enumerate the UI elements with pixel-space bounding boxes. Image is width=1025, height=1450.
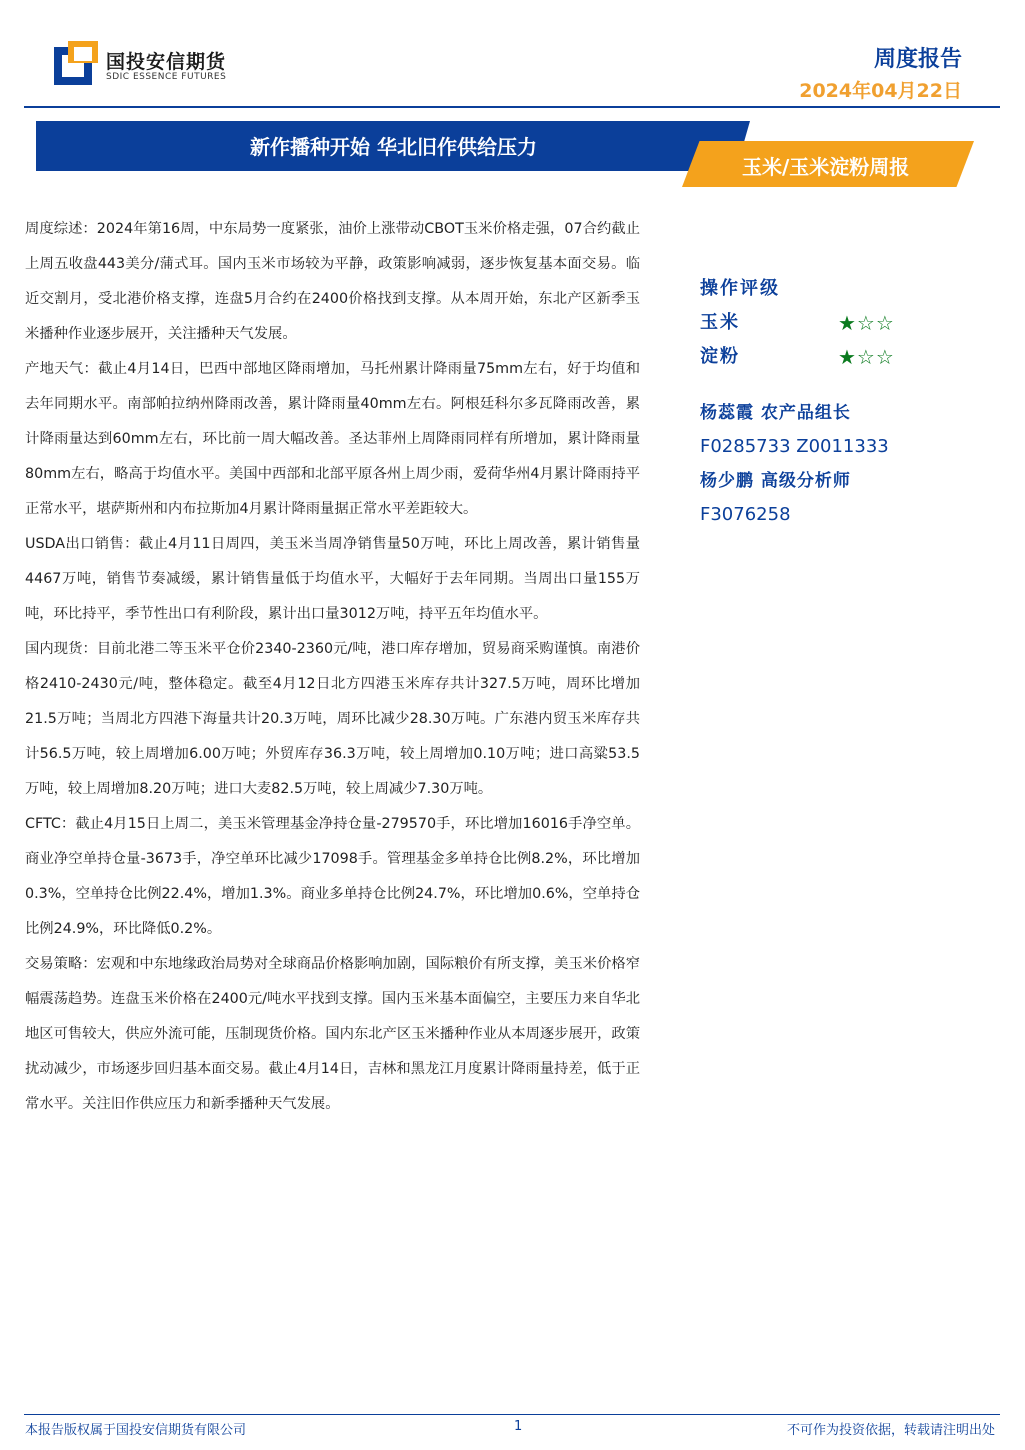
paragraph-cftc: CFTC：截止4月15日上周二，美玉米管理基金净持仓量-279570手，环比增加16016手净空单。商业净空单持仓量-3673手，净空单环比减少17098手。管理基金多单持仓比例8.2%，环比增加0.3%，空单持仓比例22.4%，增加1.3%。商业多单持仓比例24.7%，环比增加0.6%，空单持仓比例24.9%，环比降低0.2%。 bbox=[25, 816, 640, 937]
header-divider bbox=[24, 106, 1000, 108]
analyst-license: F3076258 bbox=[700, 504, 791, 525]
logo-mark-icon bbox=[54, 41, 98, 85]
footer-divider bbox=[24, 1414, 1000, 1415]
logo-company-name: 国投安信期货 bbox=[106, 51, 227, 73]
rating-row-corn bbox=[700, 306, 980, 340]
footer-disclaimer: 不可作为投资依据，转载请注明出处 bbox=[786, 1423, 995, 1438]
paragraph-domestic-spot: 国内现货：目前北港二等玉米平仓价2340-2360元/吨，港口库存增加，贸易商采购谨慎。南港价格2410-2430元/吨，整体稳定。截至4月12日北方四港玉米库存共计327.5万吨，周环比增加21.5万吨；当周北方四港下海量共计20.3万吨，周环比减少28.30万吨。广东港内贸玉米库存共计56.5万吨，较上周增加6.00万吨；外贸库存36.3万吨，较上周增加0.10万吨；进口高粱53.5万吨，较上周增加8.20万吨；进口大麦82.5万吨，较上周减少7.30万吨。 bbox=[25, 641, 640, 797]
footer-copyright: 本报告版权属于国投安信期货有限公司 bbox=[25, 1423, 247, 1438]
paragraph-trading-strategy: 交易策略：宏观和中东地缘政治局势对全球商品价格影响加剧，国际粮价有所支撑，美玉米价格窄幅震荡趋势。连盘玉米价格在2400元/吨水平找到支撑。国内玉米基本面偏空，主要压力来自华北地区可售较大，供应外流可能，压制现货价格。国内东北产区玉米播种作业从本周逐步展开，政策扰动减少，市场逐步回归基本面交易。截止4月14日，吉林和黑龙江月度累计降雨量持差，低于正常水平。关注旧作供应压力和新季播种天气发展。 bbox=[25, 956, 640, 1112]
analyst-list bbox=[700, 396, 980, 532]
paragraph-weather: 产地天气：截止4月14日，巴西中部地区降雨增加，马托州累计降雨量75mm左右，好于均值和去年同期水平。南部帕拉纳州降雨改善，累计降雨量40mm左右。阿根廷科尔多瓦降雨改善，累计降雨量达到60mm左右，环比前一周大幅改善。圣达菲州上周降雨同样有所增加，累计降雨量80mm左右，略高于均值水平。美国中西部和北部平原各州上周少雨，爱荷华州4月累计降雨持平正常水平，堪萨斯州和内布拉斯加4月累计降雨量据正常水平差距较大。 bbox=[25, 361, 640, 517]
rating-label: 淀粉 bbox=[700, 346, 740, 367]
company-logo bbox=[54, 41, 244, 89]
rating-row-starch bbox=[700, 340, 980, 374]
paragraph-weekly-summary: 周度综述：2024年第16周，中东局势一度紧张，油价上涨带动CBOT玉米价格走强，07合约截止上周五收盘443美分/蒲式耳。国内玉米市场较为平静，政策影响减弱，逐步恢复基本面交易。临近交割月，受北港价格支撑，连盘5月合约在2400价格找到支撑。从本周开始，东北产区新季玉米播种作业逐步展开，关注播种天气发展。 bbox=[25, 221, 640, 342]
report-body bbox=[25, 212, 640, 1122]
report-type: 周度报告 bbox=[873, 47, 962, 72]
star-rating-icon: ★☆☆ bbox=[838, 311, 895, 335]
report-subtitle: 玉米/玉米淀粉周报 bbox=[742, 155, 910, 179]
analyst-name: 杨蕊霞 农产品组长 bbox=[700, 403, 851, 423]
star-rating-icon: ★☆☆ bbox=[838, 345, 895, 369]
analyst-name: 杨少鹏 高级分析师 bbox=[700, 471, 851, 491]
analyst-license: F0285733 Z0011333 bbox=[700, 436, 889, 457]
logo-company-english: SDIC ESSENCE FUTURES bbox=[106, 72, 227, 82]
rating-title: 操作评级 bbox=[700, 278, 780, 299]
report-date: 2024年04月22日 bbox=[799, 80, 962, 102]
rating-label: 玉米 bbox=[700, 312, 740, 333]
sidebar bbox=[700, 272, 980, 532]
page-number: 1 bbox=[514, 1419, 523, 1434]
paragraph-usda-export: USDA出口销售：截止4月11日周四，美玉米当周净销售量50万吨，环比上周改善，累计销售量4467万吨，销售节奏减缓，累计销售量低于均值水平，大幅好于去年同期。当周出口量155万吨，环比持平，季节性出口有利阶段，累计出口量3012万吨，持平五年均值水平。 bbox=[25, 536, 640, 622]
report-title: 新作播种开始 华北旧作供给压力 bbox=[250, 135, 537, 159]
